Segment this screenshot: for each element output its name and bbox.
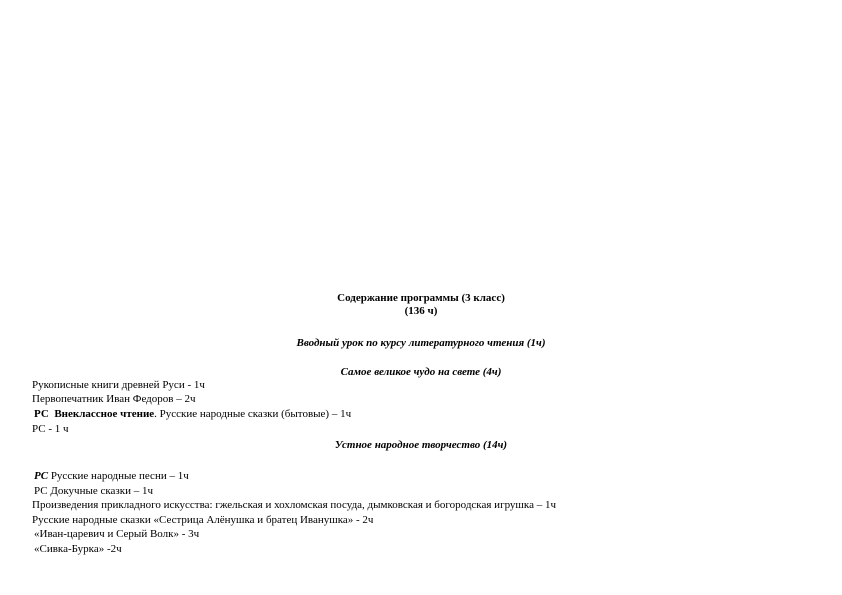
- list-item-text: Русские народные песни – 1ч: [48, 470, 189, 482]
- list-item: Произведения прикладного искусства: гжельская и хохломская посуда, дымковская и богородская игрушка – 1ч: [32, 499, 556, 511]
- section-heading-wonder: Самое великое чудо на свете (4ч): [340, 366, 502, 378]
- list-item-text: . Русские народные сказки (бытовые) – 1ч: [154, 408, 352, 420]
- list-item: Русские народные сказки «Сестрица Алёнушка и братец Иванушка» - 2ч: [32, 514, 374, 526]
- list-item: РС - 1 ч: [32, 423, 69, 435]
- list-item: Рукописные книги древней Руси - 1ч: [32, 379, 205, 391]
- list-item: «Иван-царевич и Серый Волк» - 3ч: [34, 528, 200, 540]
- list-item: [34, 470, 189, 483]
- list-item: «Сивка-Бурка» -2ч: [34, 543, 122, 555]
- document-hours: (136 ч): [404, 305, 438, 317]
- list-item: Первопечатник Иван Федоров – 2ч: [32, 393, 196, 405]
- list-item: [34, 485, 153, 498]
- rs-marker: РС: [34, 408, 49, 420]
- extracurricular-label: Внеклассное чтение: [54, 408, 155, 420]
- list-item-text: Докучные сказки – 1ч: [47, 485, 154, 497]
- document-title: Содержание программы (3 класс): [337, 292, 505, 304]
- section-heading-folk: Устное народное творчество (14ч): [334, 439, 508, 451]
- section-heading-intro: Вводный урок по курсу литературного чтения (1ч): [296, 337, 546, 349]
- list-item: [34, 408, 351, 421]
- rs-marker: РС: [34, 470, 49, 482]
- rs-marker: РС: [34, 485, 48, 497]
